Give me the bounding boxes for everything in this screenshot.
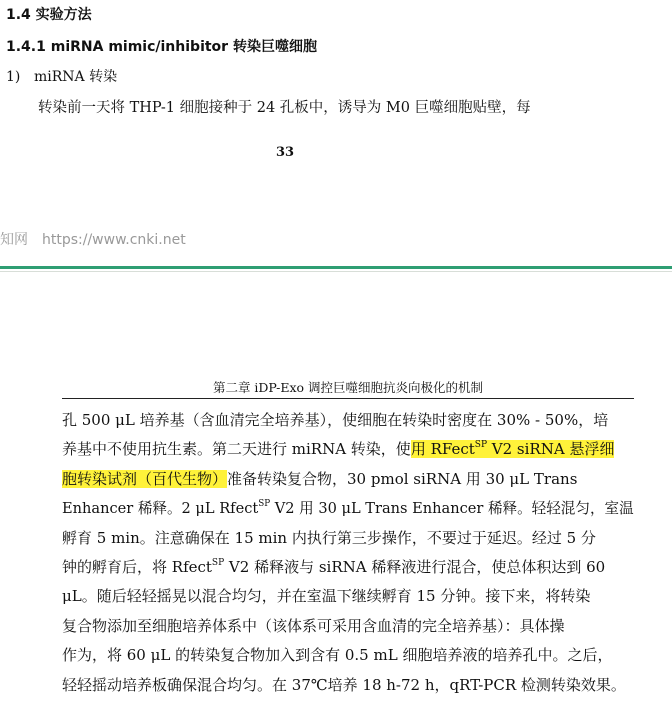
item-number: 1) [6,69,21,85]
text-line [62,435,634,464]
text-line [62,553,634,582]
highlighted-text: 用 RFect$^{SP}$ V2 siRNA 悬浮细 [410,440,615,459]
line-segment: 养基中不使用抗生素。第二天进行 miRNA 转染，使 [62,440,411,459]
item-text: miRNA 转染 [34,69,118,85]
line-text [62,465,577,494]
line-text: 孔 500 μL 培养基（含血清完全培养基），使细胞在转染时密度在 30% - 50%，培 [62,411,609,429]
page-separator-shadow [0,271,672,272]
text-line [62,582,634,611]
running-head: 第二章 iDP-Exo 调控巨噬细胞抗炎向极化的机制 [212,380,484,395]
line-text: Enhancer 稀释。2 μL Rfect$^{SP}$ V2 用 30 μL Trans Enhancer 稀释。轻轻混匀，室温 [62,499,634,518]
list-item [6,66,117,86]
text-line [62,641,634,670]
highlighted-text: 胞转染试剂（百代生物） [62,469,228,488]
text-line [62,671,634,700]
text-line [62,465,634,494]
body-paragraph [62,406,634,700]
line-text: 孵育 5 min。注意确保在 15 min 内执行第三步操作，不要过于延迟。经过 5 分 [62,528,596,547]
paragraph-start: 转染前一天将 THP-1 细胞接种于 24 孔板中，诱导为 M0 巨噬细胞贴壁，每 [38,100,531,116]
line-text: 钟的孵育后，将 Rfect$^{SP}$ V2 稀释液与 siRNA 稀释液进行混合，使总体积达到 60 [62,557,606,576]
subsection-heading: 1.4.1 miRNA mimic/inhibitor 转染巨噬细胞 [6,39,317,55]
watermark [0,229,186,249]
text-line [62,612,634,641]
line-text: 复合物添加至细胞培养体系中（该体系可采用含血清的完全培养基）：具体操 [62,616,565,635]
page-separator [0,266,672,269]
line-text [62,435,614,464]
text-line [62,406,634,435]
text-line [62,494,634,523]
watermark-site-name: 知网 [0,232,28,248]
line-text: 轻轻摇动培养板确保混合均匀。在 37℃培养 18 h-72 h，qRT-PCR 检测转染效果。 [62,675,626,694]
text-line [62,524,634,553]
line-segment: 准备转染复合物，30 pmol siRNA 用 30 μL Trans [227,469,578,488]
page-number: 33 [275,145,295,160]
section-heading: 1.4 实验方法 [6,7,92,23]
running-head-rule [62,398,634,399]
watermark-url[interactable]: https://www.cnki.net [42,232,186,248]
line-text: 作为，将 60 μL 的转染复合物加入到含有 0.5 mL 细胞培养液的培养孔中。之后， [62,646,613,665]
line-text: μL。随后轻轻摇晃以混合均匀，并在室温下继续孵育 15 分钟。接下来，将转染 [62,587,591,606]
